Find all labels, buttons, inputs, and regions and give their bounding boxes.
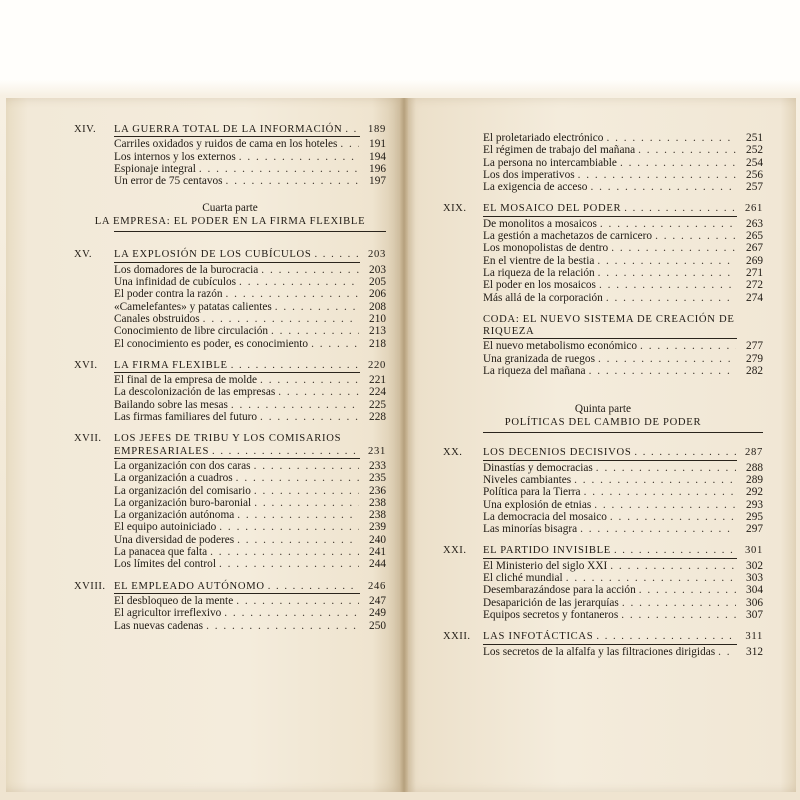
toc-chapter	[74, 360, 386, 423]
leader-dots	[239, 276, 359, 288]
leader-dots	[226, 175, 359, 187]
entry-title: Una infinidad de cubículos	[114, 276, 237, 289]
entry-title: El proletariado electrónico	[483, 132, 604, 144]
chapter-underline	[114, 458, 360, 459]
chapter-heading	[443, 447, 763, 459]
entry-title: Política para la Tierra	[483, 486, 581, 499]
page-number: 274	[746, 291, 763, 304]
page-number: 257	[746, 181, 763, 194]
entry-title: Bailando sobre las mesas	[114, 398, 228, 411]
entry-title: El Ministerio del siglo XXI	[483, 559, 608, 572]
entry-title: Los límites del control	[114, 558, 216, 571]
toc-chapter	[443, 203, 763, 303]
page-number: 252	[746, 144, 763, 157]
entry-title: El agricultor irreflexivo	[114, 607, 222, 620]
entry-title: Los secretos de la alfalfa y las filtraciones dirigidas	[483, 645, 716, 658]
entry-title: La exigencia de acceso	[483, 181, 588, 194]
part-rule	[483, 432, 763, 433]
entry-title: Los monopolistas de dentro	[483, 242, 609, 255]
leader-dots	[655, 230, 736, 242]
toc-entry	[443, 353, 763, 365]
entry-title: Una granizada de ruegos	[483, 352, 595, 365]
chapter-title: EL PARTIDO INVISIBLE	[483, 545, 611, 557]
entry-title: La riqueza de la relación	[483, 266, 595, 279]
entry-title: La riqueza del mañana	[483, 365, 586, 378]
leader-dots	[584, 486, 736, 498]
leader-dots	[606, 132, 736, 144]
chapter-title: LOS DECENIOS DECISIVOS	[483, 447, 632, 459]
leader-dots	[260, 411, 359, 423]
chapter-underline	[114, 593, 360, 594]
chapter-underline	[483, 460, 737, 461]
chapter-heading	[443, 314, 763, 326]
page-number: 213	[369, 325, 386, 338]
leader-dots	[237, 534, 359, 546]
chapter-underline	[483, 216, 737, 217]
page-number: 239	[369, 521, 386, 534]
toc-entry	[74, 325, 386, 337]
toc-entry	[74, 460, 386, 472]
chapter-title: LA FIRMA FLEXIBLE	[114, 359, 228, 371]
leader-dots	[237, 509, 359, 521]
toc-entry	[74, 509, 386, 521]
entry-title: El régimen de trabajo del mañana	[483, 144, 636, 157]
page-number: 307	[746, 608, 763, 621]
entry-title: Más allá de la corporación	[483, 291, 603, 304]
toc-entry	[74, 497, 386, 509]
leader-dots	[574, 474, 736, 486]
entry-title: Los internos y los externos	[114, 150, 236, 163]
chapter-number: XXII.	[443, 631, 471, 643]
page-number: 256	[746, 168, 763, 181]
chapter-title: LOS JEFES DE TRIBU Y LOS COMISARIOS	[114, 433, 342, 445]
leader-dots	[219, 521, 359, 533]
part-label: Quinta parte	[574, 403, 632, 416]
toc-entry	[443, 255, 763, 267]
part-rule	[114, 231, 386, 232]
chapter-title: EL EMPLEADO AUTÓNOMO	[114, 580, 265, 592]
page-number: 247	[369, 594, 386, 607]
leader-dots	[345, 124, 359, 136]
page-number: 228	[369, 411, 386, 424]
leader-dots	[610, 511, 736, 523]
page-number: 246	[368, 580, 386, 592]
leader-dots	[224, 607, 359, 619]
toc-chapter	[443, 132, 763, 193]
leader-dots	[219, 558, 359, 570]
entry-title: Equipos secretos y fontaneros	[483, 608, 619, 621]
leader-dots	[311, 338, 359, 350]
page-number: 303	[746, 572, 763, 585]
entry-title: La descolonización de las empresas	[114, 386, 276, 399]
entry-title: Los domadores de la burocracia	[114, 263, 259, 276]
entry-title: La democracia del mosaico	[483, 510, 607, 523]
page-number: 231	[368, 445, 386, 457]
toc-entry	[74, 386, 386, 398]
leader-dots	[261, 264, 359, 276]
page-number: 220	[368, 359, 386, 371]
toc-entry	[74, 399, 386, 411]
page-number: 295	[746, 510, 763, 523]
leader-dots	[596, 631, 736, 643]
toc-entry	[443, 572, 763, 584]
part-heading	[74, 202, 386, 232]
leader-dots	[231, 399, 359, 411]
page-number: 279	[746, 352, 763, 365]
toc-entry	[443, 267, 763, 279]
entry-title: Las minorías bisagra	[483, 523, 578, 536]
toc-entry	[443, 560, 763, 572]
toc-entry	[74, 374, 386, 386]
leader-dots	[598, 353, 736, 365]
page-number: 191	[369, 138, 386, 151]
toc-entry	[74, 472, 386, 484]
entry-title: La organización a cuadros	[114, 472, 233, 485]
page-number: 304	[746, 584, 763, 597]
chapter-title: LA EXPLOSIÓN DE LOS CUBÍCULOS	[114, 249, 312, 261]
entry-title: Los dos imperativos	[483, 168, 575, 181]
part-title: LA EMPRESA: EL PODER EN LA FIRMA FLEXIBLE	[94, 216, 366, 228]
entry-title: «Camelefantes» y patatas calientes	[114, 300, 272, 313]
toc-entry	[74, 534, 386, 546]
page-number: 203	[369, 263, 386, 276]
entry-title: Una explosión de etnias	[483, 498, 592, 511]
leader-dots	[634, 447, 736, 459]
chapter-underline	[483, 558, 737, 559]
toc-entry	[74, 175, 386, 187]
page-number: 233	[369, 459, 386, 472]
page-number: 218	[369, 337, 386, 350]
leader-dots	[314, 249, 359, 261]
chapter-heading-continued	[74, 446, 386, 458]
page-number: 267	[746, 242, 763, 255]
leader-dots	[275, 301, 359, 313]
chapter-underline	[114, 136, 360, 137]
toc-entry	[443, 486, 763, 498]
leader-dots	[578, 169, 736, 181]
chapter-number: XX.	[443, 447, 463, 459]
chapter-heading	[74, 249, 386, 261]
toc-entry	[74, 163, 386, 175]
chapter-heading	[74, 581, 386, 593]
toc-entry	[443, 132, 763, 144]
page-number: 238	[369, 496, 386, 509]
entry-title: La organización autónoma	[114, 509, 235, 522]
leader-dots	[199, 163, 359, 175]
entry-title: La panacea que falta	[114, 546, 208, 559]
toc-entry	[443, 279, 763, 291]
page-number: 265	[746, 230, 763, 243]
chapter-number: XIV.	[74, 124, 97, 135]
page-number: 297	[746, 523, 763, 536]
toc-chapter	[443, 545, 763, 621]
page-number: 206	[369, 288, 386, 301]
entry-title: De monolitos a mosaicos	[483, 217, 597, 230]
toc-entry	[74, 151, 386, 163]
chapter-number: XXI.	[443, 545, 467, 557]
toc-entry	[74, 546, 386, 558]
page-number: 311	[745, 631, 763, 643]
leader-dots	[239, 151, 359, 163]
toc-entry	[74, 558, 386, 570]
leader-dots	[624, 203, 736, 215]
chapter-title-line2: RIQUEZA	[483, 326, 535, 338]
entry-title: La organización con dos caras	[114, 459, 251, 472]
toc-entry	[443, 584, 763, 596]
chapter-title: EL MOSAICO DEL PODER	[483, 203, 622, 215]
entry-title: Las nuevas cadenas	[114, 619, 204, 632]
toc-entry	[443, 597, 763, 609]
entry-title: Carriles oxidados y ruidos de cama en los hoteles	[114, 138, 338, 151]
toc-entry	[74, 276, 386, 288]
chapter-number: XVIII.	[74, 580, 106, 592]
leader-dots	[203, 313, 359, 325]
page-number: 225	[369, 398, 386, 411]
page-number: 210	[369, 312, 386, 325]
part-label: Cuarta parte	[202, 202, 258, 215]
toc-entry	[443, 157, 763, 169]
page-number: 189	[368, 124, 386, 135]
chapter-heading-continued	[443, 326, 763, 338]
chapter-heading	[74, 124, 386, 136]
toc-entry	[74, 313, 386, 325]
chapter-number: XVI.	[74, 359, 98, 371]
page-number: 302	[746, 559, 763, 572]
entry-title: Las firmas familiares del futuro	[114, 411, 258, 424]
leader-dots	[606, 292, 736, 304]
chapter-number: XV.	[74, 249, 93, 261]
leader-dots	[620, 157, 736, 169]
entry-title: Conocimiento de libre circulación	[114, 325, 269, 338]
entry-title: La organización buro-baronial	[114, 496, 252, 509]
leader-dots	[268, 581, 359, 593]
toc-chapter	[74, 249, 386, 349]
page-number: 238	[369, 509, 386, 522]
toc-entry	[74, 411, 386, 423]
toc-entry	[443, 144, 763, 156]
toc-entry	[74, 620, 386, 632]
chapter-title-line2: EMPRESARIALES	[114, 445, 210, 457]
leader-dots	[271, 325, 359, 337]
entry-title: Desaparición de las jerarquías	[483, 596, 619, 609]
entry-title: Un error de 75 centavos	[114, 175, 223, 188]
leader-dots	[254, 460, 359, 472]
page-number: 312	[746, 645, 763, 658]
entry-title: La organización del comisario	[114, 484, 251, 497]
entry-title: El poder contra la razón	[114, 288, 223, 301]
leader-dots	[614, 545, 736, 557]
leader-dots	[622, 597, 736, 609]
entry-title: La gestión a machetazos de carnicero	[483, 230, 653, 243]
toc-chapter	[74, 124, 386, 187]
toc-entry	[74, 338, 386, 350]
left-page-toc	[74, 124, 386, 632]
entry-title: En el vientre de la bestia	[483, 254, 595, 267]
page-number: 197	[369, 175, 386, 188]
page-number: 235	[369, 472, 386, 485]
chapter-title: LA GUERRA TOTAL DE LA INFORMACIÓN	[114, 124, 343, 135]
page-number: 282	[746, 365, 763, 378]
leader-dots	[231, 360, 359, 372]
entry-title: Canales obstruidos	[114, 312, 200, 325]
leader-dots	[260, 374, 359, 386]
leader-dots	[580, 523, 736, 535]
leader-dots	[621, 609, 736, 621]
toc-entry	[443, 462, 763, 474]
page-number: 251	[746, 132, 763, 144]
entry-title: El cliché mundial	[483, 572, 563, 585]
page-number: 271	[746, 266, 763, 279]
page-number: 292	[746, 486, 763, 499]
toc-entry	[443, 499, 763, 511]
entry-title: Niveles cambiantes	[483, 473, 572, 486]
leader-dots	[599, 279, 736, 291]
entry-title: El equipo autoiniciado	[114, 521, 217, 534]
toc-entry	[443, 181, 763, 193]
chapter-heading	[443, 545, 763, 557]
page-number: 205	[369, 276, 386, 289]
leader-dots	[600, 218, 736, 230]
page-number: 221	[369, 374, 386, 387]
leader-dots	[638, 144, 736, 156]
page-number: 249	[369, 607, 386, 620]
chapter-heading	[443, 631, 763, 643]
page-number: 236	[369, 484, 386, 497]
toc-entry	[74, 595, 386, 607]
entry-title: La persona no intercambiable	[483, 156, 617, 169]
toc-entry	[74, 485, 386, 497]
page-number: 224	[369, 386, 386, 399]
page-number: 306	[746, 596, 763, 609]
toc-chapter	[443, 447, 763, 535]
chapter-number: XIX.	[443, 203, 467, 215]
toc-chapter	[443, 314, 763, 377]
entry-title: El poder en los mosaicos	[483, 279, 596, 292]
page-number: 196	[369, 162, 386, 175]
leader-dots	[278, 386, 359, 398]
toc-entry	[443, 474, 763, 486]
entry-title: El conocimiento es poder, es conocimiento	[114, 337, 309, 350]
leader-dots	[589, 365, 736, 377]
page-number: 263	[746, 217, 763, 230]
page-number: 208	[369, 300, 386, 313]
toc-entry	[443, 242, 763, 254]
leader-dots	[597, 255, 736, 267]
toc-entry	[74, 521, 386, 533]
toc-entry	[443, 365, 763, 377]
toc-entry	[443, 230, 763, 242]
leader-dots	[340, 138, 359, 150]
leader-dots	[236, 595, 359, 607]
leader-dots	[212, 446, 359, 458]
page-number: 293	[746, 498, 763, 511]
chapter-underline	[483, 644, 737, 645]
leader-dots	[718, 646, 736, 658]
leader-dots	[610, 560, 736, 572]
toc-entry	[443, 646, 763, 658]
leader-dots	[236, 472, 359, 484]
page-number: 269	[746, 254, 763, 267]
entry-title: Una diversidad de poderes	[114, 533, 235, 546]
page-number: 244	[369, 558, 386, 571]
toc-entry	[74, 138, 386, 150]
page-number: 254	[746, 156, 763, 169]
page-number: 250	[369, 619, 386, 632]
toc-entry	[443, 609, 763, 621]
part-title: POLÍTICAS DEL CAMBIO DE PODER	[504, 417, 702, 429]
leader-dots	[254, 497, 359, 509]
page-number: 287	[745, 447, 763, 459]
leader-dots	[590, 181, 736, 193]
entry-title: El final de la empresa de molde	[114, 374, 258, 387]
page-number: 240	[369, 533, 386, 546]
page-number: 301	[745, 545, 763, 557]
leader-dots	[226, 288, 359, 300]
page-number: 194	[369, 150, 386, 163]
page-number: 272	[746, 279, 763, 292]
toc-entry	[443, 292, 763, 304]
chapter-title: CODA: EL NUEVO SISTEMA DE CREACIÓN DE	[483, 313, 735, 325]
chapter-heading	[74, 360, 386, 372]
leader-dots	[594, 499, 736, 511]
leader-dots	[596, 462, 736, 474]
leader-dots	[598, 267, 736, 279]
chapter-title: LAS INFOTÁCTICAS	[483, 631, 594, 643]
page-number: 241	[369, 546, 386, 559]
page-number: 288	[746, 461, 763, 474]
page-number: 289	[746, 473, 763, 486]
book-gutter	[400, 98, 408, 792]
toc-entry	[74, 607, 386, 619]
leader-dots	[611, 242, 736, 254]
toc-entry	[74, 288, 386, 300]
entry-title: Dinastías y democracias	[483, 461, 593, 474]
entry-title: Desembarazándose para la acción	[483, 584, 636, 597]
chapter-underline	[483, 338, 737, 339]
chapter-heading	[74, 433, 386, 445]
toc-entry	[443, 523, 763, 535]
toc-entry	[443, 340, 763, 352]
leader-dots	[254, 485, 359, 497]
entry-title: El desbloqueo de la mente	[114, 594, 234, 607]
leader-dots	[206, 620, 359, 632]
page-number: 261	[745, 203, 763, 215]
leader-dots	[640, 340, 736, 352]
toc-entry	[443, 169, 763, 181]
chapter-heading	[443, 203, 763, 215]
toc-chapter	[74, 581, 386, 632]
toc-entry	[74, 301, 386, 313]
entry-title: El nuevo metabolismo económico	[483, 340, 638, 353]
toc-chapter	[74, 433, 386, 570]
toc-chapter	[443, 631, 763, 658]
page-number: 277	[746, 340, 763, 353]
chapter-underline	[114, 262, 360, 263]
entry-title: Espionaje integral	[114, 162, 196, 175]
part-heading	[443, 403, 763, 433]
toc-entry	[443, 218, 763, 230]
toc-entry	[443, 511, 763, 523]
right-page-toc	[443, 132, 763, 658]
chapter-underline	[114, 372, 360, 373]
chapter-number: XVII.	[74, 433, 102, 445]
page-number: 203	[368, 249, 386, 261]
toc-entry	[74, 264, 386, 276]
leader-dots	[639, 584, 736, 596]
leader-dots	[210, 546, 359, 558]
leader-dots	[566, 572, 736, 584]
